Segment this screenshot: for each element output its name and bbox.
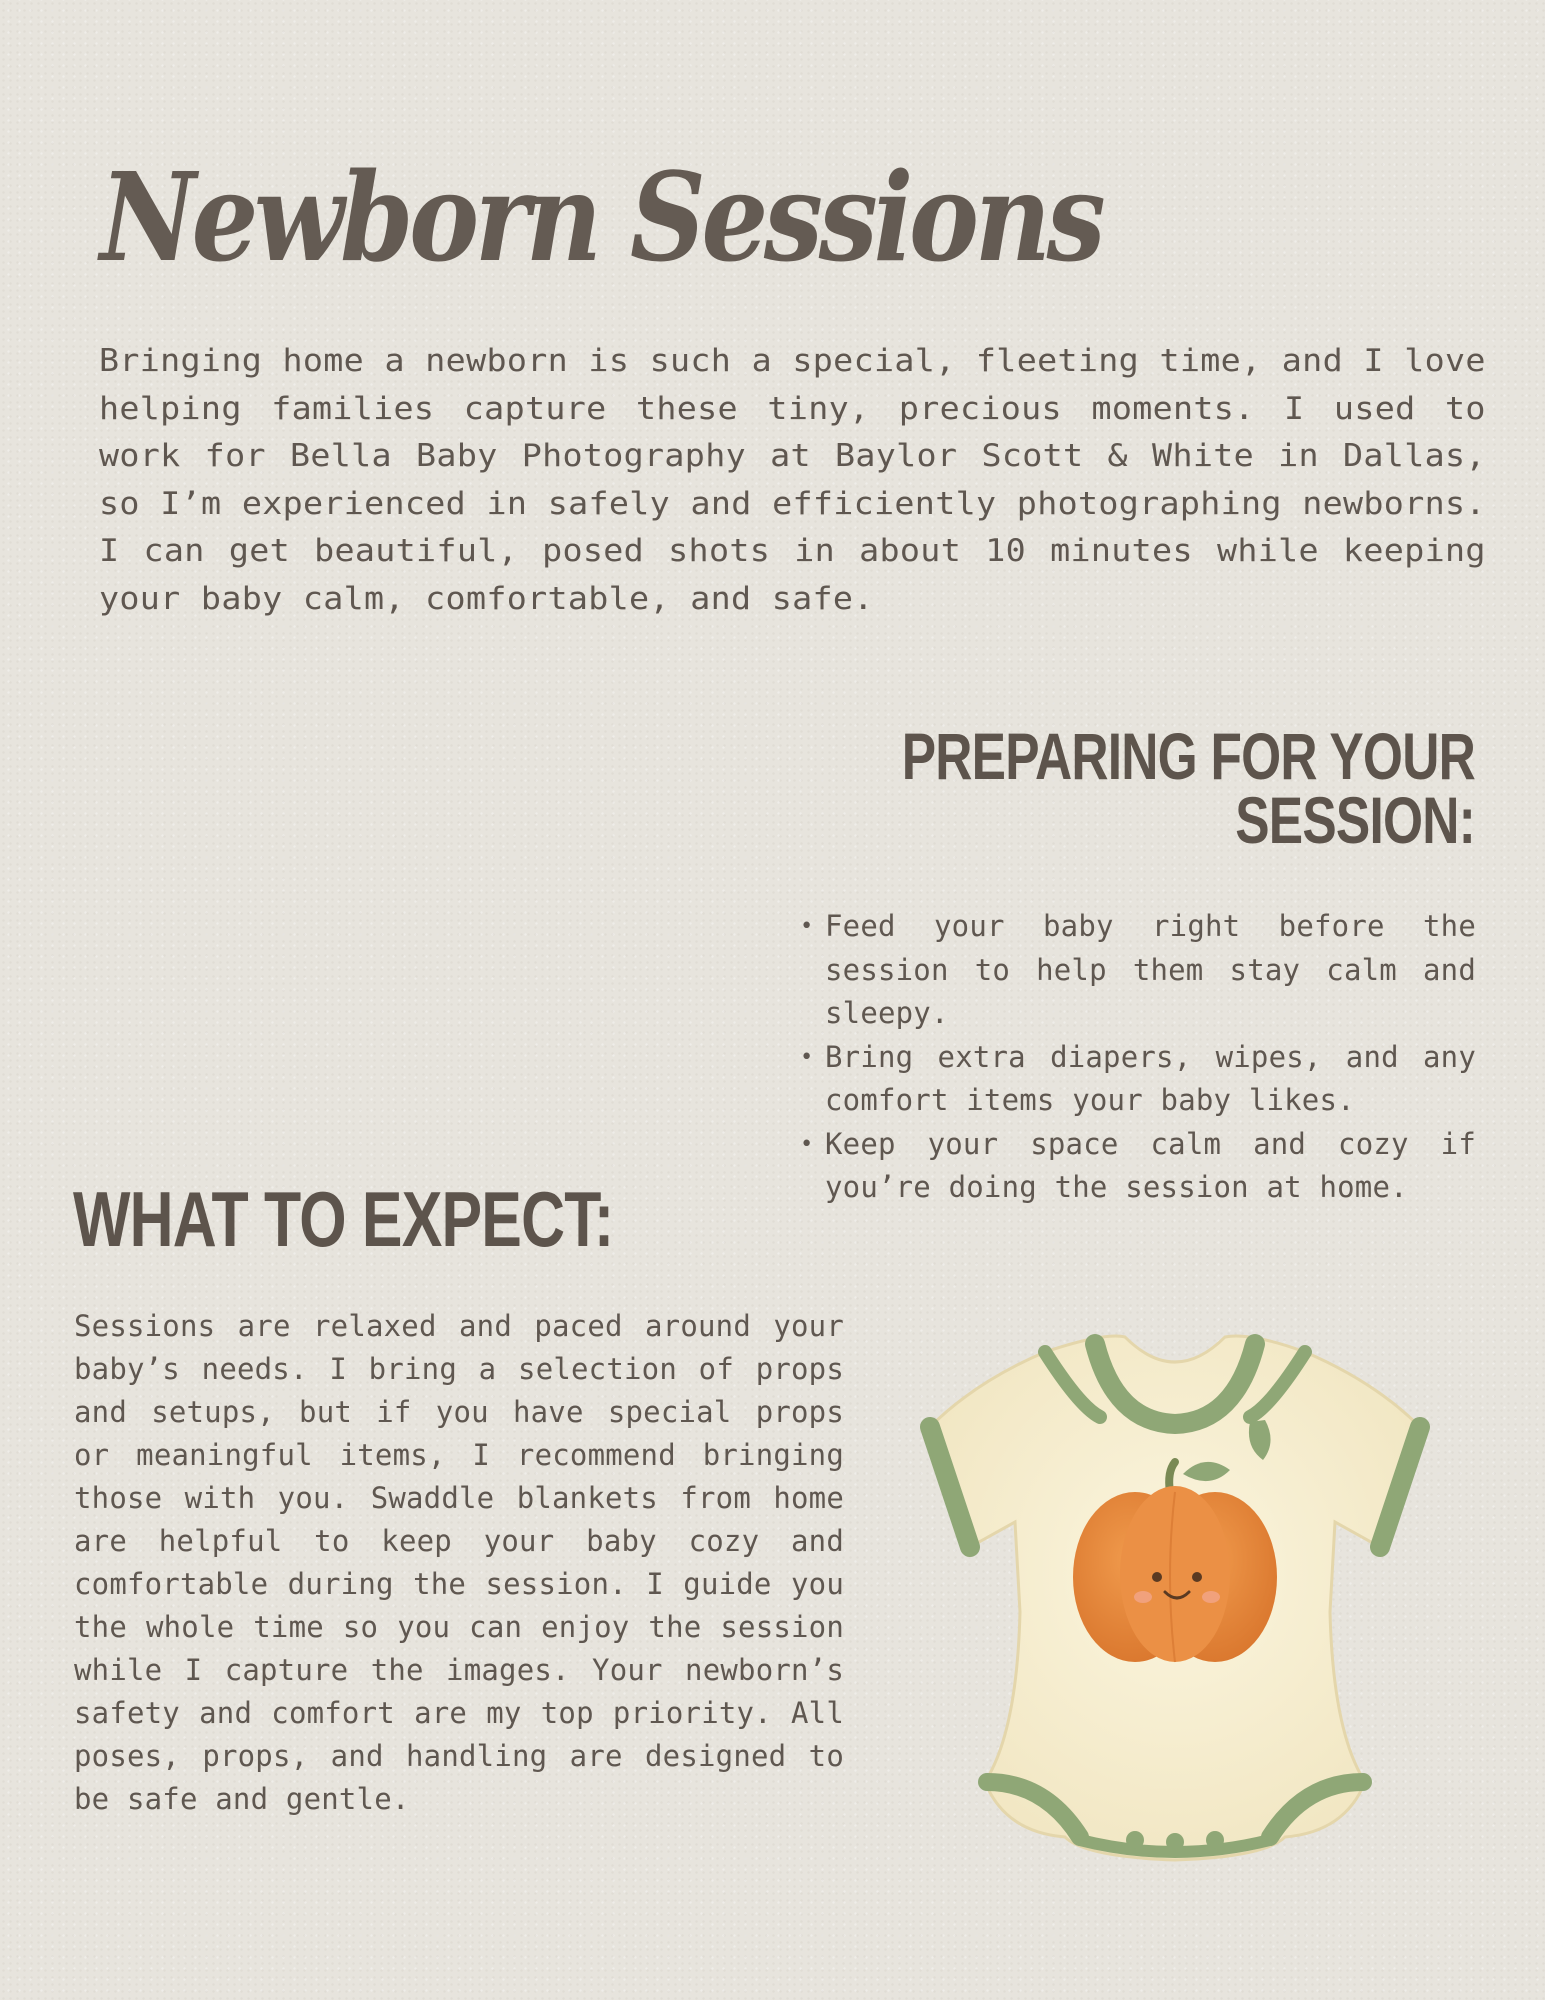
preparing-list: [800, 905, 1476, 1210]
list-item: [800, 1123, 1476, 1210]
preparing-heading: PREPARING FOR YOUR SESSION:: [901, 719, 1475, 857]
onesie-pumpkin-icon: [905, 1312, 1445, 1892]
list-item: [800, 1036, 1476, 1123]
page-title: Newborn Sessions: [100, 145, 1102, 289]
list-item-text: Keep your space calm and cozy if you’re doing the session at home.: [825, 1126, 1476, 1204]
intro-paragraph: Bringing home a newborn is such a special, fleeting time, and I love helping families capture these tiny, precious moments. I used to work for Bella Baby Photography at Baylor Scott & White in Dallas, so I’m experienced in safely and efficiently photographing newborns. I can get beautiful, posed shots in about 10 minutes while keeping your baby calm, comfortable, and safe.: [99, 343, 1486, 617]
list-item: [800, 905, 1476, 1036]
expect-paragraph: Sessions are relaxed and paced around your baby’s needs. I bring a selection of props and setups, but if you have special props or meaningful items, I recommend bringing those with you. Swaddle blankets from home are helpful to keep your baby cozy and comfortable during the session. I guide you the whole time so you can enjoy the session while I capture the images. Your newborn’s safety and comfort are my top priority. All poses, props, and handling are designed to be safe and gentle.: [74, 1309, 844, 1816]
list-item-text: Feed your baby right before the session to help them stay calm and sleepy.: [825, 909, 1476, 1030]
expect-heading: WHAT TO EXPECT:: [73, 1175, 614, 1263]
list-item-text: Bring extra diapers, wipes, and any comfort items your baby likes.: [825, 1039, 1476, 1117]
bullet-icon: •: [800, 1044, 814, 1070]
bullet-icon: •: [800, 1131, 814, 1157]
bullet-icon: •: [800, 914, 814, 939]
